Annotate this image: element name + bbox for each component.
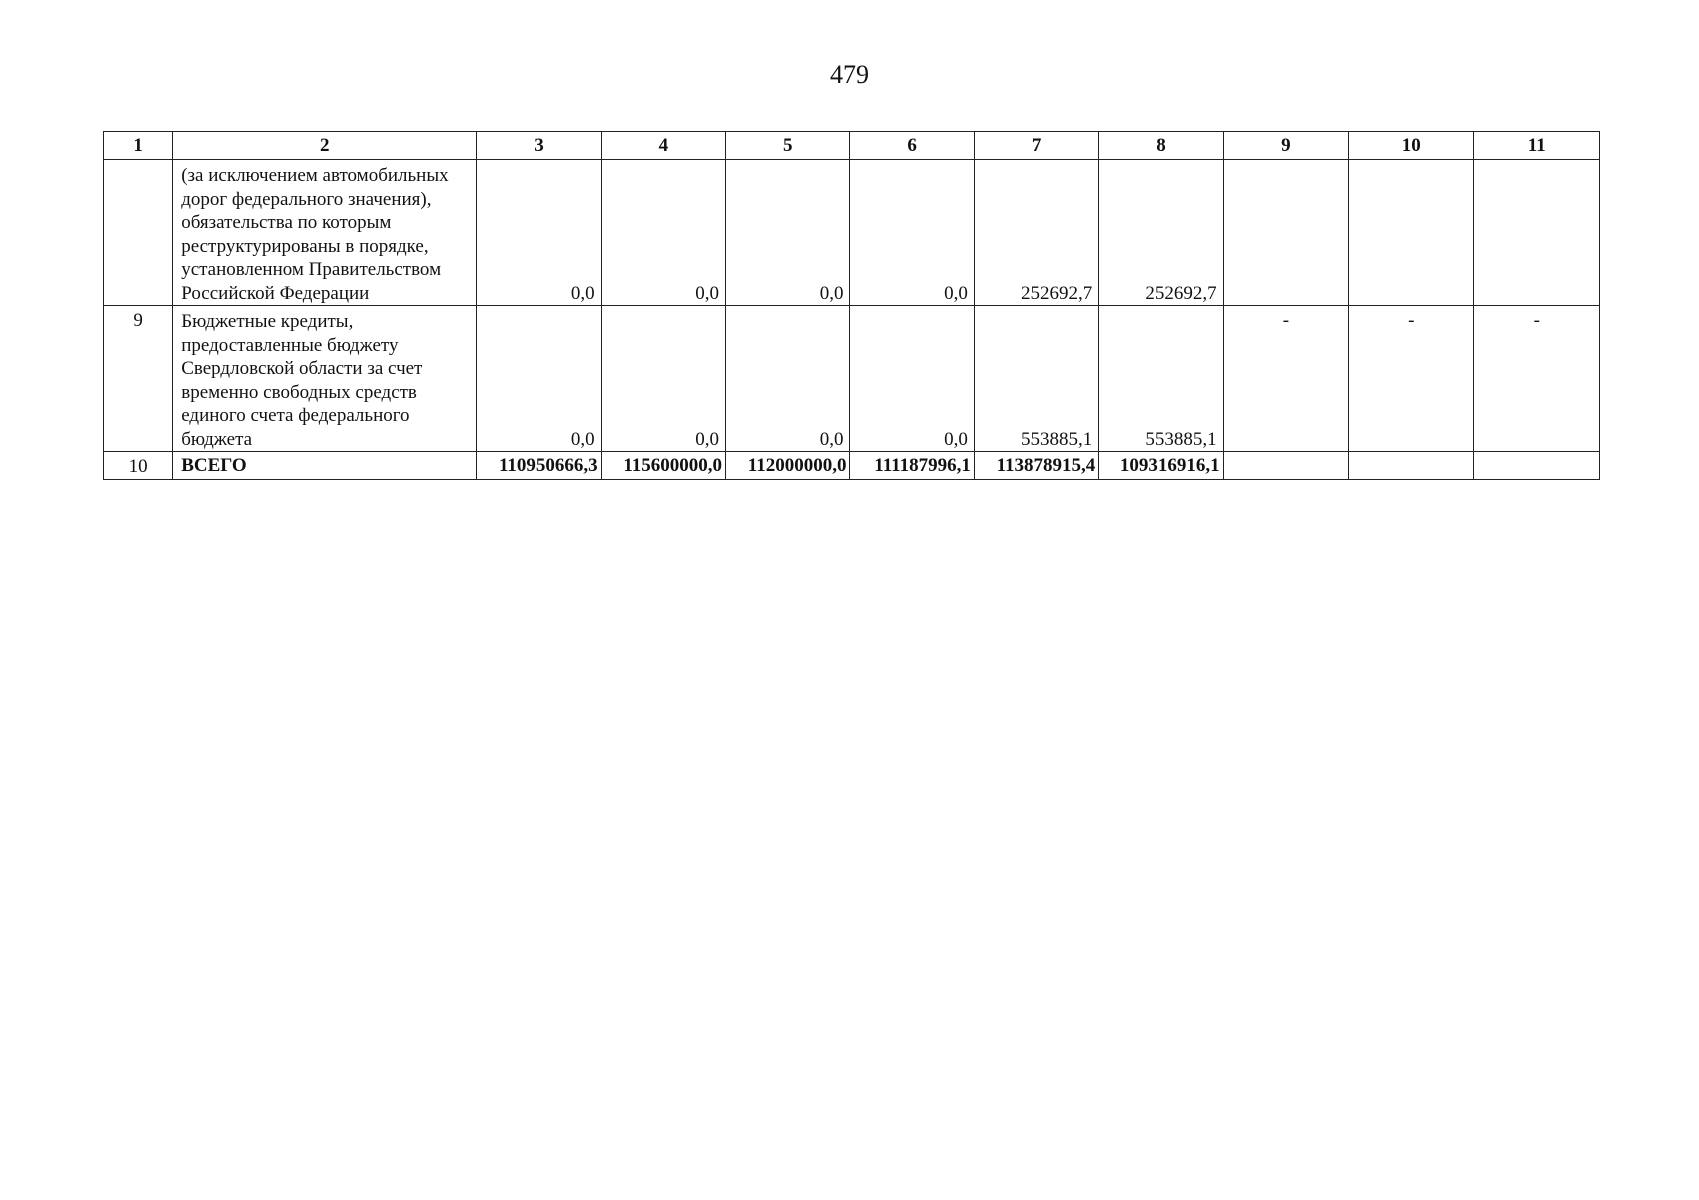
value-cell xyxy=(1474,160,1600,306)
value-cell: 553885,1 xyxy=(974,306,1098,452)
value-cell: 0,0 xyxy=(477,306,601,452)
total-label: ВСЕГО xyxy=(173,452,477,480)
column-header: 7 xyxy=(974,132,1098,160)
value-cell: - xyxy=(1349,306,1474,452)
total-value-cell xyxy=(1223,452,1348,480)
row-name-line: единого счета федерального xyxy=(181,405,410,426)
value-cell xyxy=(1349,160,1474,306)
row-name-line: (за исключением автомобильных xyxy=(181,165,449,186)
row-name-line: Бюджетные кредиты, xyxy=(181,311,354,332)
value-cell: 0,0 xyxy=(850,306,974,452)
value-cell: 0,0 xyxy=(726,306,850,452)
value-cell: - xyxy=(1474,306,1600,452)
row-index xyxy=(104,160,173,306)
row-name-line: дорог федерального значения), xyxy=(181,188,432,210)
value-cell: - xyxy=(1223,306,1348,452)
column-header: 5 xyxy=(726,132,850,160)
value-cell: 553885,1 xyxy=(1099,306,1223,452)
column-header: 6 xyxy=(850,132,974,160)
table-row xyxy=(104,160,1600,306)
total-row xyxy=(104,452,1600,480)
total-value-cell: 113878915,4 xyxy=(974,452,1098,480)
row-index: 10 xyxy=(104,452,173,480)
value-cell: 0,0 xyxy=(601,160,725,306)
column-header: 8 xyxy=(1099,132,1223,160)
value-cell: 0,0 xyxy=(601,306,725,452)
table-row xyxy=(104,306,1600,452)
column-header: 11 xyxy=(1474,132,1600,160)
column-header: 9 xyxy=(1223,132,1348,160)
total-value-cell: 112000000,0 xyxy=(726,452,850,480)
total-value-cell: 110950666,3 xyxy=(477,452,601,480)
budget-table xyxy=(103,131,1600,480)
total-value-cell xyxy=(1474,452,1600,480)
row-name-line: Свердловской области за счет xyxy=(181,358,423,379)
row-name-line: временно свободных средств xyxy=(181,381,417,403)
value-cell: 252692,7 xyxy=(1099,160,1223,306)
row-name-line: обязательства по которым xyxy=(181,212,392,233)
total-value-cell xyxy=(1349,452,1474,480)
column-header: 1 xyxy=(104,132,173,160)
row-name-line: реструктурированы в порядке, xyxy=(181,235,429,257)
row-name-line: установленном Правительством xyxy=(181,259,442,280)
value-cell xyxy=(1223,160,1348,306)
table-header-row xyxy=(104,132,1600,160)
row-name xyxy=(173,160,477,306)
total-value-cell: 111187996,1 xyxy=(850,452,974,480)
row-name xyxy=(173,306,477,452)
row-name-line: бюджета xyxy=(181,428,253,450)
row-index: 9 xyxy=(104,306,173,452)
page-number: 479 xyxy=(830,60,869,89)
total-value-cell: 109316916,1 xyxy=(1099,452,1223,480)
total-value-cell: 115600000,0 xyxy=(601,452,725,480)
column-header: 10 xyxy=(1349,132,1474,160)
value-cell: 0,0 xyxy=(726,160,850,306)
value-cell: 0,0 xyxy=(850,160,974,306)
value-cell: 0,0 xyxy=(477,160,601,306)
value-cell: 252692,7 xyxy=(974,160,1098,306)
row-name-line: предоставленные бюджету xyxy=(181,334,399,356)
row-name-line: Российской Федерации xyxy=(181,282,370,304)
column-header: 3 xyxy=(477,132,601,160)
column-header: 2 xyxy=(173,132,477,160)
column-header: 4 xyxy=(601,132,725,160)
